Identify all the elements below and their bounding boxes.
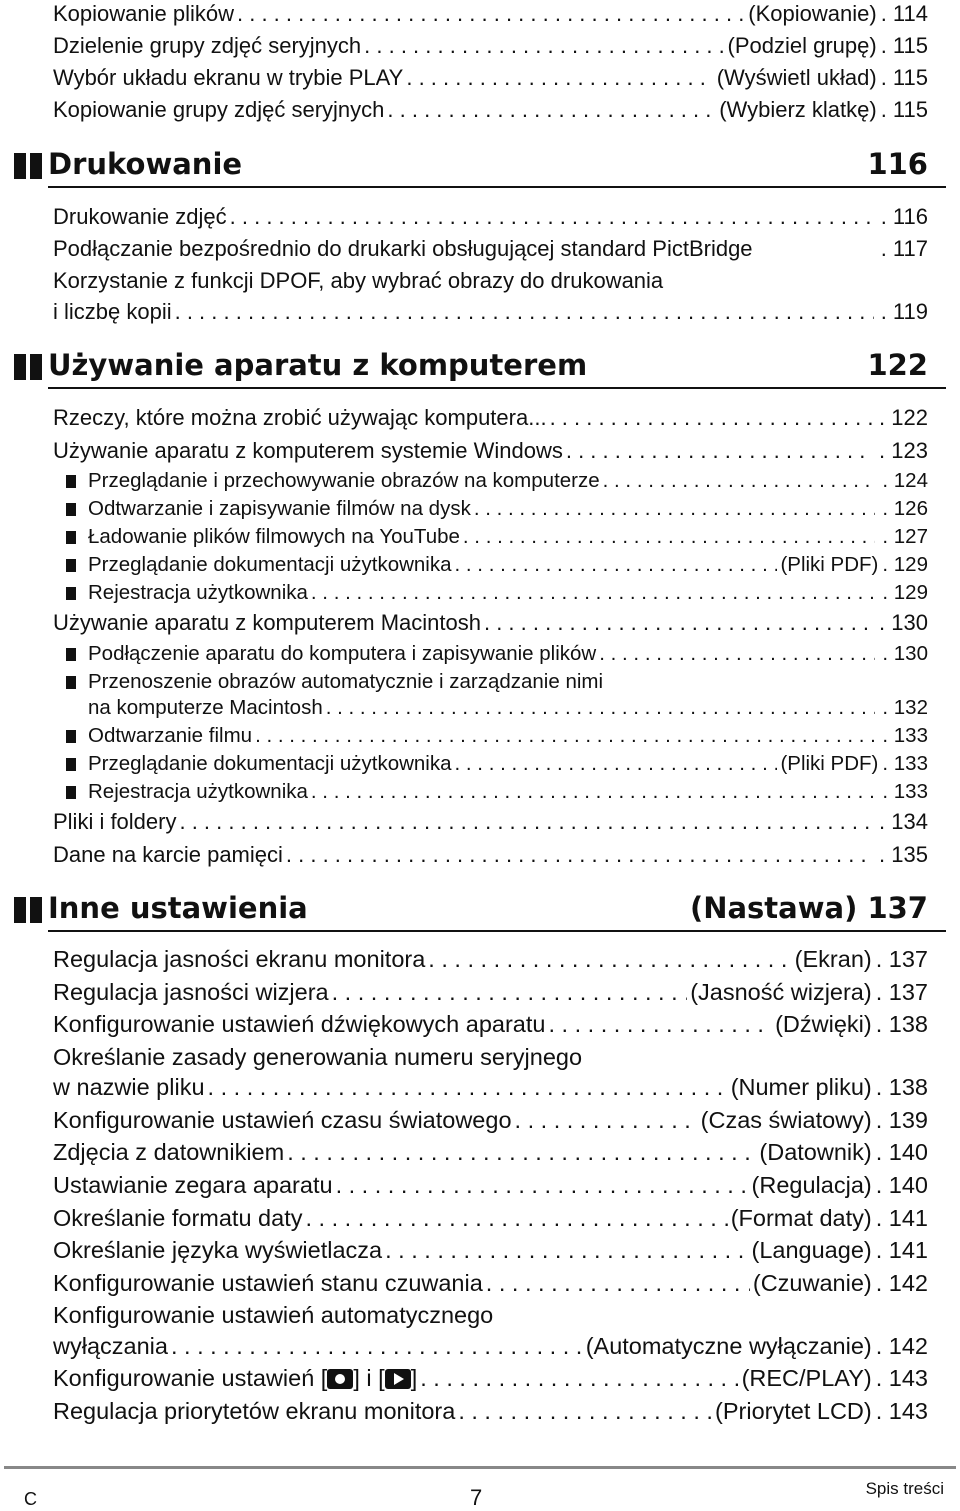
leader-dots (603, 469, 876, 493)
entry-text: Przeglądanie dokumentacji użytkownika (88, 752, 452, 775)
entry-text: Podłączanie bezpośrednio do drukarki obsługującej standard PictBridge (53, 236, 753, 261)
leader-dots (230, 204, 874, 230)
entry-text: Kopiowanie grupy zdjęć seryjnych (53, 97, 385, 122)
section-marker-icon (14, 897, 43, 923)
toc-entry[interactable] (53, 1270, 928, 1297)
entry-page: . 142 (876, 1333, 928, 1360)
entry-label: (REC/PLAY) (741, 1365, 872, 1391)
entry-text: Kopiowanie plików (53, 1, 234, 26)
entry-text: Korzystanie z funkcji DPOF, aby wybrać obrazy do drukowania (53, 268, 664, 293)
toc-entry[interactable] (53, 842, 928, 868)
entry-label: (Datownik) (759, 1139, 872, 1165)
entry-text: Przenoszenie obrazów automatycznie i zarządzanie nimi (88, 670, 604, 693)
toc-entry[interactable] (53, 1398, 928, 1425)
leader-dots (599, 642, 875, 666)
entry-page: . 143 (876, 1398, 928, 1425)
entry-label: (Kopiowanie) (748, 1, 877, 26)
entry-label: (Ekran) (794, 946, 872, 972)
toc-entry-first-line[interactable] (53, 1044, 928, 1071)
entry-text: Rzeczy, które można zrobić używając komputera... (53, 405, 547, 430)
leader-dots (175, 299, 874, 325)
toc-entry[interactable] (53, 979, 928, 1006)
entry-page: . 137 (876, 979, 928, 1006)
section-title: Używanie aparatu z komputerem (48, 348, 588, 382)
section-rule (48, 186, 946, 188)
entry-label: (Automatyczne wyłączanie) (585, 1333, 872, 1359)
entry-page: . 138 (876, 1011, 928, 1038)
bullet-icon (66, 758, 76, 771)
bullet-icon (66, 475, 76, 488)
entry-page: . 129 (882, 553, 928, 577)
entry-text: Określanie formatu daty (53, 1205, 303, 1231)
footer-left-mark: C (24, 1489, 37, 1509)
entry-label: (Czuwanie) (752, 1270, 872, 1296)
toc-subentry-first-line[interactable] (88, 670, 928, 694)
leader-dots (420, 1365, 738, 1392)
leader-dots (364, 33, 724, 59)
entry-page: . 124 (882, 469, 928, 493)
entry-page: . 139 (876, 1107, 928, 1134)
section-rule (48, 387, 946, 389)
leader-dots (463, 525, 875, 549)
toc-entry[interactable] (53, 1107, 928, 1134)
toc-entry[interactable] (53, 1237, 928, 1264)
toc-entry[interactable] (53, 1139, 928, 1166)
entry-text: Ładowanie plików filmowych na YouTube (88, 525, 460, 548)
entry-page: . 130 (879, 610, 928, 636)
entry-label: (Jasność wizjera) (690, 979, 872, 1005)
toc-entry[interactable] (53, 236, 928, 262)
bullet-icon (66, 730, 76, 743)
toc-entry[interactable] (53, 299, 928, 325)
entry-text: Konfigurowanie ustawień [ ] i [ ] (53, 1365, 418, 1391)
entry-text: Pliki i foldery (53, 809, 177, 834)
toc-subentry[interactable] (88, 497, 928, 521)
section-heading-computer[interactable] (14, 345, 946, 389)
entry-label: (Regulacja) (751, 1172, 872, 1198)
entry-page: . 122 (879, 405, 928, 431)
entry-text: Rejestracja użytkownika (88, 780, 308, 803)
entry-label: (Pliki PDF) (780, 553, 879, 576)
entry-label: (Podziel grupę) (727, 33, 877, 58)
footer-section-link[interactable]: Spis treści (865, 1479, 944, 1498)
entry-label: (Pliki PDF) (780, 752, 879, 775)
entry-label: (Czas światowy) (700, 1107, 872, 1133)
toc-subentry[interactable] (88, 724, 928, 748)
entry-text: Podłączenie aparatu do komputera i zapisywanie plików (88, 642, 597, 665)
entry-page: . 143 (876, 1365, 928, 1392)
entry-page: . 135 (879, 842, 928, 868)
entry-page: . 127 (882, 525, 928, 549)
leader-dots (311, 581, 875, 605)
bullet-icon (66, 559, 76, 572)
entry-text: Określanie języka wyświetlacza (53, 1237, 383, 1263)
bullet-icon (66, 786, 76, 799)
section-marker-icon (14, 354, 43, 380)
leader-dots (179, 809, 872, 835)
toc-entry[interactable] (53, 1172, 928, 1199)
leader-dots (515, 1107, 698, 1134)
entry-page: . 133 (882, 724, 928, 748)
toc-subentry[interactable] (88, 525, 928, 549)
entry-page: . 140 (876, 1172, 928, 1199)
toc-entry[interactable] (53, 1205, 928, 1232)
leader-dots (332, 979, 688, 1006)
leader-dots (548, 1011, 772, 1038)
entry-text: Regulacja priorytetów ekranu monitora (53, 1398, 456, 1424)
bullet-icon (66, 648, 76, 661)
entry-text: Dane na karcie pamięci (53, 842, 283, 867)
leader-dots (287, 1139, 756, 1166)
entry-text: Ustawianie zegara aparatu (53, 1172, 333, 1198)
entry-page: . 133 (882, 780, 928, 804)
section-heading-settings[interactable] (14, 888, 946, 932)
entry-page: . 140 (876, 1139, 928, 1166)
entry-text: i liczbę kopii (53, 299, 172, 324)
entry-page: . 142 (876, 1270, 928, 1297)
entry-text: na komputerze Macintosh (88, 696, 323, 719)
entry-page: . 141 (876, 1237, 928, 1264)
entry-text: Konfigurowanie ustawień stanu czuwania (53, 1270, 483, 1296)
leader-dots (311, 780, 875, 804)
entry-text: w nazwie pliku (53, 1074, 205, 1100)
entry-page: . 126 (882, 497, 928, 521)
leader-dots (171, 1333, 583, 1360)
toc-entry[interactable] (53, 1011, 928, 1038)
entry-text: Konfigurowanie ustawień automatycznego (53, 1302, 494, 1328)
entry-text: Konfigurowanie ustawień dźwiękowych aparatu (53, 1011, 546, 1037)
toc-entry[interactable] (53, 1333, 928, 1360)
leader-dots (255, 724, 875, 748)
entry-page: . 138 (876, 1074, 928, 1101)
toc-entry-first-line[interactable] (53, 268, 928, 294)
leader-dots (455, 553, 778, 577)
play-icon (385, 1369, 411, 1389)
entry-text: Drukowanie zdjęć (53, 204, 227, 229)
entry-text: Odtwarzanie filmu (88, 724, 253, 747)
toc-subentry[interactable] (88, 553, 928, 577)
toc-entry-first-line[interactable] (53, 1302, 928, 1329)
entry-label: (Priorytet LCD) (715, 1398, 872, 1424)
toc-entry[interactable] (53, 33, 928, 59)
entry-page: . 114 (881, 1, 928, 27)
entry-page: . 141 (876, 1205, 928, 1232)
leader-dots (387, 97, 716, 123)
leader-dots (237, 1, 745, 27)
bullet-icon (66, 676, 76, 689)
entry-page: . 115 (881, 65, 928, 91)
section-page: 122 (867, 348, 928, 382)
entry-text: Zdjęcia z datownikiem (53, 1139, 285, 1165)
toc-entry[interactable] (53, 809, 928, 835)
camera-icon (327, 1369, 353, 1389)
toc-subentry[interactable] (88, 752, 928, 776)
section-heading-printing[interactable] (14, 144, 946, 188)
section-title: Inne ustawienia (48, 891, 308, 925)
leader-dots (474, 497, 876, 521)
entry-text: Regulacja jasności ekranu monitora (53, 946, 426, 972)
entry-label: (Format daty) (730, 1205, 872, 1231)
entry-text: Używanie aparatu z komputerem Macintosh (53, 610, 481, 635)
entry-text: Używanie aparatu z komputerem systemie Windows (53, 438, 563, 463)
toc-entry[interactable] (53, 65, 928, 91)
entry-page: . 134 (879, 809, 928, 835)
leader-dots (566, 438, 872, 464)
toc-entry[interactable] (53, 405, 928, 431)
entry-page: . 119 (881, 299, 928, 325)
entry-text: Rejestracja użytkownika (88, 581, 308, 604)
leader-dots (428, 946, 791, 973)
leader-dots (550, 405, 872, 431)
toc-subentry[interactable] (88, 780, 928, 804)
entry-page: . 116 (881, 204, 928, 230)
leader-dots (458, 1398, 712, 1425)
entry-page: . 117 (881, 236, 928, 262)
entry-page: . 115 (881, 97, 928, 123)
leader-dots (305, 1205, 727, 1232)
toc-entry[interactable] (53, 438, 928, 464)
leader-dots (286, 842, 872, 868)
leader-dots (484, 610, 872, 636)
leader-dots (455, 752, 778, 776)
entry-page: . 132 (882, 696, 928, 720)
toc-subentry[interactable] (88, 696, 928, 720)
page-number: 7 (470, 1485, 483, 1510)
bullet-icon (66, 503, 76, 516)
section-rule (48, 930, 946, 932)
entry-label: (Wyświetl układ) (716, 65, 877, 90)
entry-text: Konfigurowanie ustawień czasu światowego (53, 1107, 512, 1133)
entry-text: Dzielenie grupy zdjęć seryjnych (53, 33, 362, 58)
entry-page: . 130 (882, 642, 928, 666)
entry-label: (Language) (751, 1237, 872, 1263)
toc-entry[interactable] (53, 610, 928, 636)
entry-page: . 115 (881, 33, 928, 59)
leader-dots (406, 65, 713, 91)
entry-text: Przeglądanie dokumentacji użytkownika (88, 553, 452, 576)
entry-page: . 137 (876, 946, 928, 973)
bullet-icon (66, 531, 76, 544)
entry-text: Określanie zasady generowania numeru seryjnego (53, 1044, 583, 1070)
toc-entry[interactable] (53, 204, 928, 230)
leader-dots (208, 1074, 728, 1101)
footer-rule (4, 1466, 956, 1469)
leader-dots (326, 696, 876, 720)
leader-dots (336, 1172, 749, 1199)
entry-label: (Dźwięki) (775, 1011, 872, 1037)
entry-text: Wybór układu ekranu w trybie PLAY (53, 65, 404, 90)
entry-label: (Wybierz klatkę) (719, 97, 877, 122)
entry-text: wyłączania (53, 1333, 168, 1359)
toc-entry[interactable] (53, 1074, 928, 1101)
section-marker-icon (14, 153, 43, 179)
toc-subentry[interactable] (88, 642, 928, 666)
toc-entry[interactable] (53, 946, 928, 973)
entry-text: Przeglądanie i przechowywanie obrazów na komputerze (88, 469, 600, 492)
entry-page: . 129 (882, 581, 928, 605)
toc-entry[interactable] (53, 97, 928, 123)
toc-subentry[interactable] (88, 581, 928, 605)
section-title: Drukowanie (48, 147, 243, 181)
entry-label: (Numer pliku) (730, 1074, 872, 1100)
toc-entry[interactable] (53, 1365, 928, 1392)
leader-dots (385, 1237, 748, 1264)
section-page: (Nastawa) 137 (689, 891, 928, 925)
toc-subentry[interactable] (88, 469, 928, 493)
entry-text: Odtwarzanie i zapisywanie filmów na dysk (88, 497, 471, 520)
section-page: 116 (867, 147, 928, 181)
entry-page: . 123 (879, 438, 928, 464)
leader-dots (486, 1270, 750, 1297)
entry-page: . 133 (882, 752, 928, 776)
bullet-icon (66, 587, 76, 600)
toc-entry[interactable] (53, 1, 928, 27)
entry-text: Regulacja jasności wizjera (53, 979, 329, 1005)
